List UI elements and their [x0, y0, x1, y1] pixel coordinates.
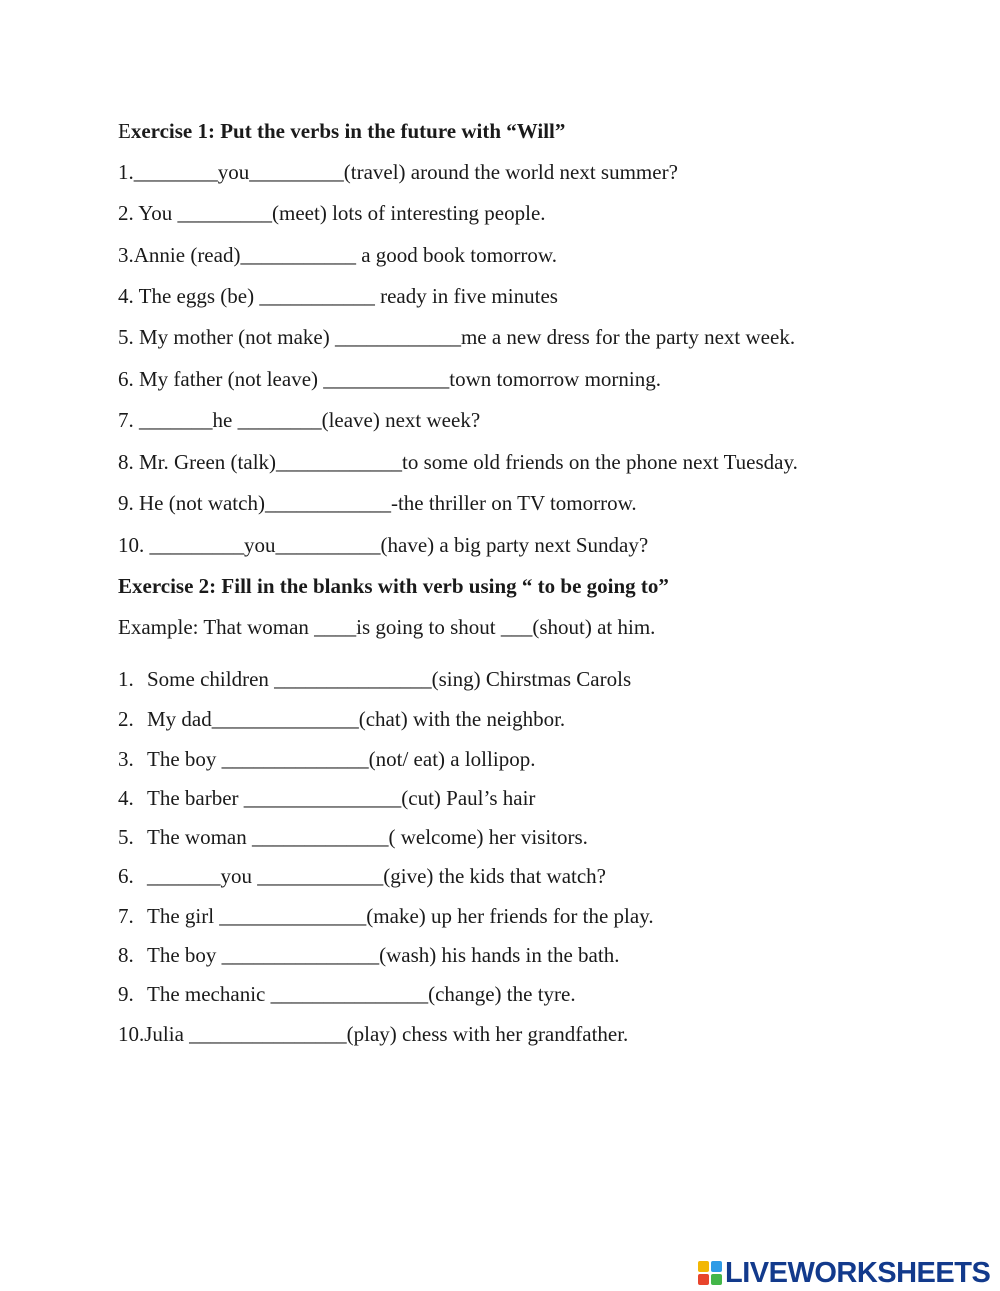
logo-square-green [711, 1274, 722, 1285]
item-number: 4. [118, 786, 134, 810]
exercise1-item-10: 10. _________you__________(have) a big party next Sunday? [118, 533, 649, 557]
exercise2-item-10 [118, 1021, 628, 1047]
item-text: My dad______________(chat) with the neighbor. [147, 707, 566, 731]
exercise1-item-4: 4. The eggs (be) ___________ ready in five minutes [118, 284, 558, 308]
item-number: 7. [118, 904, 134, 928]
item-text: The mechanic _______________(change) the tyre. [147, 982, 576, 1006]
exercise2-item-4 [118, 785, 535, 811]
exercise2-item-8 [118, 942, 619, 968]
item-number: 3. [118, 747, 134, 771]
exercise1-item-7: 7. _______he ________(leave) next week? [118, 408, 481, 432]
item-number: 6. [118, 864, 134, 888]
exercise2-item-2 [118, 706, 565, 732]
liveworksheets-logo-icon [698, 1261, 722, 1285]
item-number: 2. [118, 707, 134, 731]
item-text: Some children _______________(sing) Chirstmas Carols [147, 667, 632, 691]
item-number: 10. [118, 1022, 145, 1046]
logo-square-blue [711, 1261, 722, 1272]
exercise1-item-1: 1.________you_________(travel) around the world next summer? [118, 160, 678, 184]
exercise2-item-3 [118, 746, 535, 772]
exercise1-item-6: 6. My father (not leave) ____________town tomorrow morning. [118, 367, 661, 391]
item-number: 8. [118, 943, 134, 967]
item-text: The barber _______________(cut) Paul’s hair [147, 786, 536, 810]
exercise2-item-5 [118, 824, 588, 850]
item-text: Julia _______________(play) chess with her grandfather. [144, 1022, 629, 1046]
liveworksheets-logo[interactable] [698, 1258, 990, 1288]
exercise1-item-3: 3.Annie (read)___________ a good book tomorrow. [118, 243, 557, 267]
item-text: The girl ______________(make) up her friends for the play. [147, 904, 654, 928]
exercise1-item-5: 5. My mother (not make) ____________me a new dress for the party next week. [118, 325, 796, 349]
exercise1-title [118, 119, 565, 144]
item-text: The boy _______________(wash) his hands in the bath. [147, 943, 620, 967]
exercise1-item-9: 9. He (not watch)____________-the thriller on TV tomorrow. [118, 491, 637, 515]
logo-text: LIVEWORKSHEETS [725, 1256, 991, 1289]
item-number: 1. [118, 667, 134, 691]
exercise2-item-1 [118, 666, 631, 692]
item-number: 9. [118, 982, 134, 1006]
item-text: _______you ____________(give) the kids that watch? [147, 864, 607, 888]
item-text: The boy ______________(not/ eat) a lollipop. [147, 747, 536, 771]
exercise2-item-9 [118, 981, 576, 1007]
exercise1-title-initial: E [118, 119, 131, 143]
exercise2-item-6 [118, 863, 606, 889]
item-text: The woman _____________( welcome) her visitors. [147, 825, 588, 849]
exercise1-item-8: 8. Mr. Green (talk)____________to some old friends on the phone next Tuesday. [118, 450, 798, 474]
exercise2-item-7 [118, 903, 654, 929]
exercise1-item-2: 2. You _________(meet) lots of interesting people. [118, 201, 546, 225]
exercise2-example: Example: That woman ____is going to shout ___(shout) at him. [118, 615, 656, 639]
exercise1-title-text: xercise 1: Put the verbs in the future with “Will” [130, 119, 566, 143]
item-number: 5. [118, 825, 134, 849]
logo-square-yellow [698, 1261, 709, 1272]
exercise2-title: Exercise 2: Fill in the blanks with verb using “ to be going to” [118, 574, 669, 598]
logo-square-red [698, 1274, 709, 1285]
